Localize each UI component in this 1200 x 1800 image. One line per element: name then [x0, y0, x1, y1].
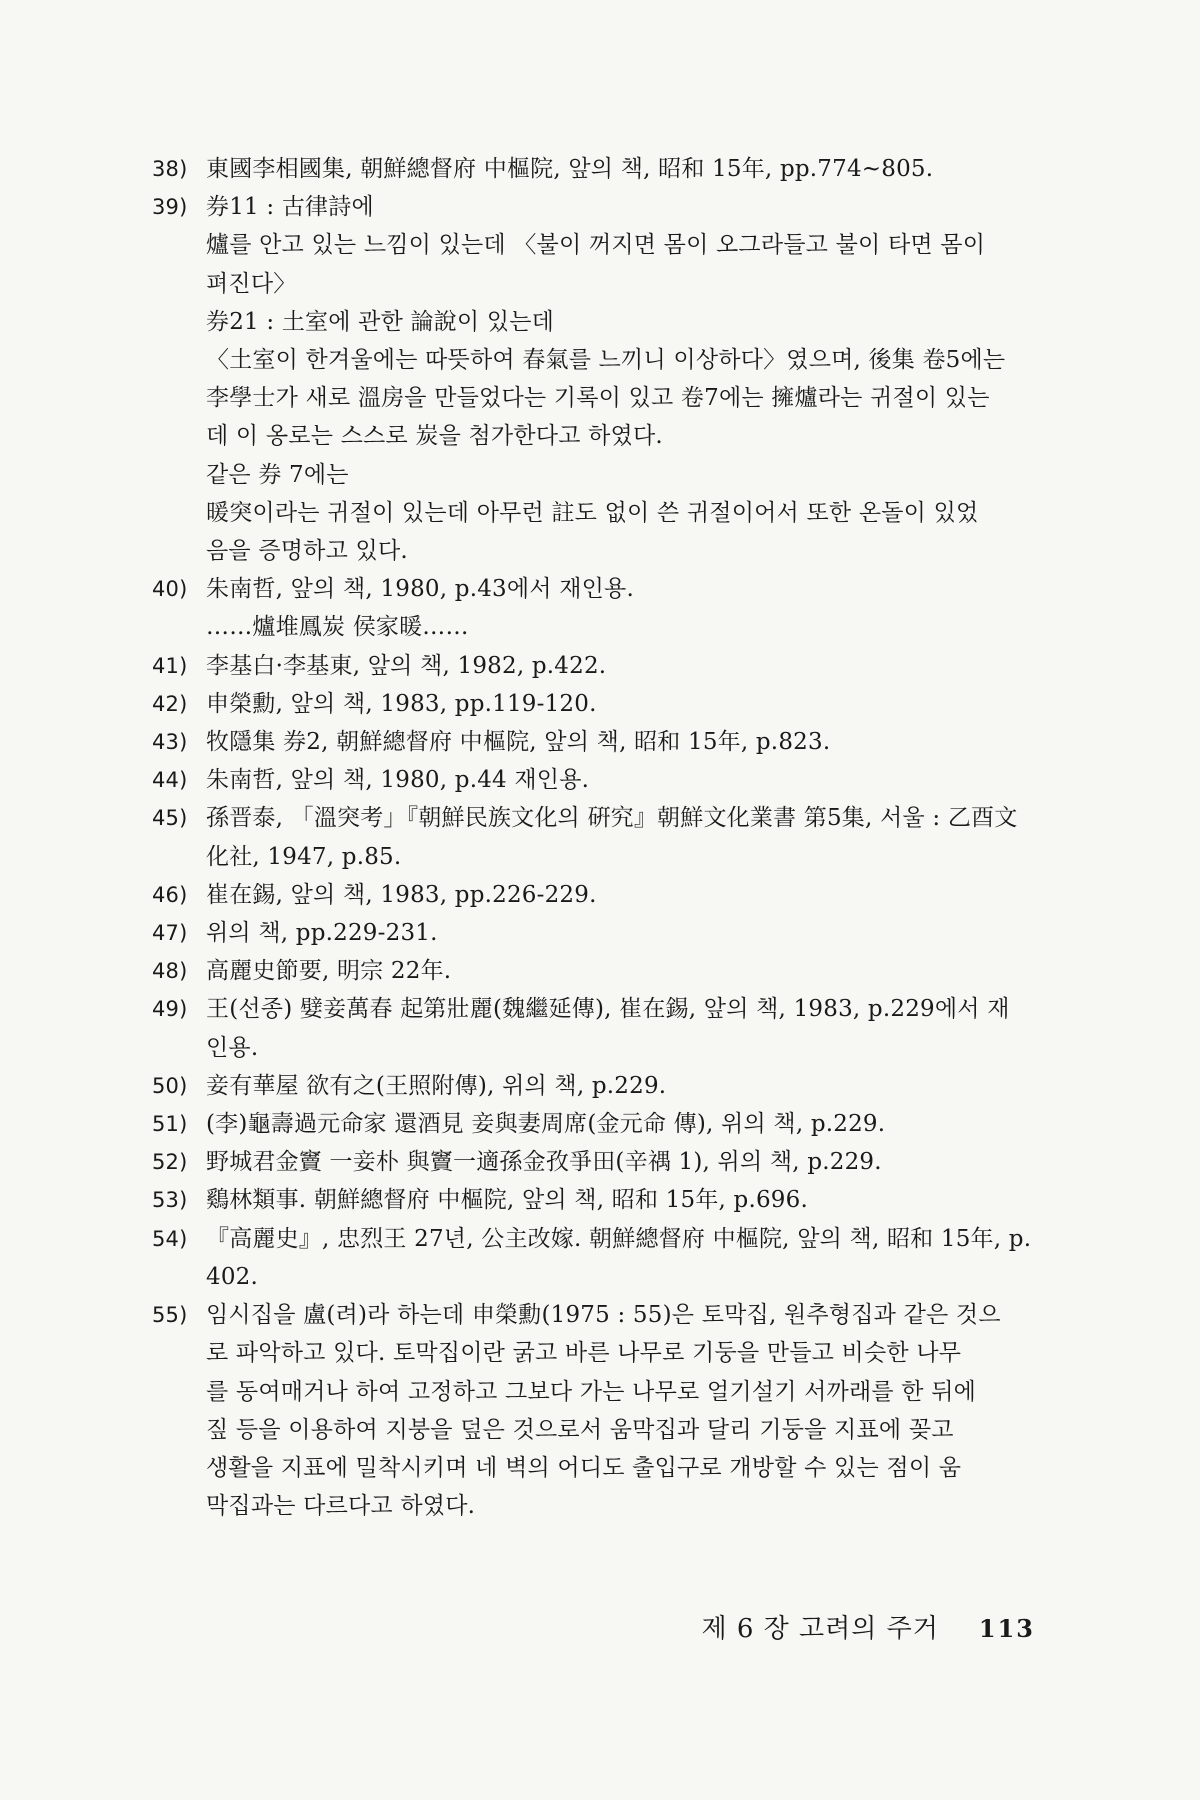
- endnote-text: [196, 914, 1034, 952]
- endnote-text: [196, 570, 1034, 646]
- endnote-text: [196, 1296, 1034, 1525]
- endnote-item: [152, 150, 1034, 188]
- endnote-number: 55): [152, 1303, 188, 1328]
- endnote-line: 鷄林類事. 朝鮮總督府 中樞院, 앞의 책, 昭和 15年, p.696.: [206, 1187, 808, 1214]
- endnote-item: [152, 188, 1034, 570]
- endnote-line: 爐를 안고 있는 느낌이 있는데 〈불이 꺼지면 몸이 오그라들고 불이 타면 몸이: [206, 232, 986, 259]
- endnote-number: 45): [152, 806, 188, 831]
- endnote-item: [152, 952, 1034, 990]
- endnote-text: [196, 685, 1034, 723]
- endnote-line: 高麗史節要, 明宗 22年.: [206, 958, 452, 985]
- endnote-line: 野城君金竇 一妾朴 與竇一適孫金孜爭田(辛禑 1), 위의 책, p.229.: [206, 1149, 882, 1176]
- endnote-item: [152, 723, 1034, 761]
- endnote-number: 46): [152, 882, 188, 907]
- endnote-line: 券11 : 古律詩에: [206, 194, 374, 221]
- endnote-line: 막집과는 다르다고 하였다.: [206, 1493, 476, 1520]
- endnote-text: [196, 876, 1034, 914]
- page-footer: [701, 1608, 1035, 1645]
- endnote-number: 39): [152, 195, 188, 220]
- endnote-line: 생활을 지표에 밀착시키며 네 벽의 어디도 출입구로 개방할 수 있는 점이 움: [206, 1454, 962, 1481]
- endnote-item: [152, 685, 1034, 723]
- endnote-line: 孫晋泰, 「溫突考」『朝鮮民族文化의 硏究』朝鮮文化業書 第5集, 서울 : 乙酉文: [206, 805, 1018, 832]
- page-number: 113: [978, 1614, 1035, 1643]
- endnote-line: 化社, 1947, p.85.: [206, 843, 402, 870]
- endnote-line: 인용.: [206, 1034, 259, 1061]
- endnote-number: 51): [152, 1112, 188, 1137]
- endnote-number: 41): [152, 653, 188, 678]
- endnote-text: [196, 188, 1034, 570]
- endnote-item: [152, 647, 1034, 685]
- endnote-item: [152, 1143, 1034, 1181]
- endnote-line: 데 이 옹로는 스스로 炭을 첨가한다고 하였다.: [206, 423, 663, 450]
- endnote-number: 52): [152, 1150, 188, 1175]
- endnote-line: 를 동여매거나 하여 고정하고 그보다 가는 나무로 얼기설기 서까래를 한 뒤에: [206, 1378, 977, 1405]
- endnote-number: 38): [152, 157, 188, 181]
- endnote-line: 펴진다〉: [206, 270, 297, 297]
- endnote-line: 『高麗史』, 忠烈王 27년, 公主改嫁. 朝鮮總督府 中樞院, 앞의 책, 昭和 15年, p.: [206, 1225, 1032, 1252]
- endnote-text: [196, 723, 1034, 761]
- endnote-number: 53): [152, 1188, 188, 1213]
- endnote-number: 48): [152, 959, 188, 984]
- endnote-line: 음을 증명하고 있다.: [206, 538, 408, 565]
- endnote-item: [152, 799, 1034, 875]
- endnote-text: [196, 1105, 1034, 1143]
- endnote-line: 위의 책, pp.229-231.: [206, 920, 438, 947]
- endnote-number: 43): [152, 730, 188, 755]
- endnote-number: 54): [152, 1226, 188, 1251]
- endnote-line: 牧隱集 券2, 朝鮮總督府 中樞院, 앞의 책, 昭和 15年, p.823.: [206, 729, 831, 756]
- endnote-item: [152, 990, 1034, 1066]
- endnote-text: [196, 150, 1034, 188]
- endnote-line: (李)龜壽過元命家 還酒見 妾與妻周席(金元命 傳), 위의 책, p.229.: [206, 1111, 886, 1138]
- endnote-item: [152, 1105, 1034, 1143]
- endnote-number: 40): [152, 577, 188, 602]
- endnote-line: 妾有華屋 欲有之(王照附傳), 위의 책, p.229.: [206, 1072, 667, 1099]
- endnote-text: [196, 990, 1034, 1066]
- endnote-line: 暖突이라는 귀절이 있는데 아무런 註도 없이 쓴 귀절이어서 또한 온돌이 있었: [206, 499, 979, 526]
- endnote-line: 李基白·李基東, 앞의 책, 1982, p.422.: [206, 652, 607, 679]
- endnote-line: 짚 등을 이용하여 지붕을 덮은 것으로서 움막집과 달리 기둥을 지표에 꽂고: [206, 1416, 954, 1443]
- endnote-line: 〈土室이 한겨울에는 따뜻하여 春氣를 느끼니 이상하다〉였으며, 後集 卷5에는: [206, 347, 1006, 374]
- endnote-text: [196, 1181, 1034, 1219]
- endnote-text: [196, 799, 1034, 875]
- endnote-item: [152, 1067, 1034, 1105]
- endnote-line: 임시집을 盧(려)라 하는데 申榮勳(1975 : 55)은 토막집, 원추형집과 같은 것으: [206, 1302, 1001, 1329]
- endnote-line: 券21 : 土室에 관한 論說이 있는데: [206, 308, 555, 335]
- endnote-item: [152, 914, 1034, 952]
- endnote-line: 로 파악하고 있다. 토막집이란 굵고 바른 나무로 기둥을 만들고 비슷한 나무: [206, 1340, 962, 1367]
- endnotes-list: [152, 150, 1034, 1525]
- endnote-line: 朱南哲, 앞의 책, 1980, p.43에서 재인용.: [206, 576, 634, 603]
- endnote-line: 같은 券 7에는: [206, 461, 349, 488]
- endnote-item: [152, 1220, 1034, 1296]
- endnote-line: 東國李相國集, 朝鮮總督府 中樞院, 앞의 책, 昭和 15年, pp.774~805.: [206, 156, 934, 182]
- endnote-line: 王(선종) 嬖妾萬春 起第壯麗(魏繼延傳), 崔在錫, 앞의 책, 1983, p.229에서 재: [206, 996, 1010, 1023]
- endnote-item: [152, 1181, 1034, 1219]
- endnote-text: [196, 1067, 1034, 1105]
- endnote-number: 49): [152, 997, 188, 1022]
- endnote-text: [196, 647, 1034, 685]
- endnote-number: 42): [152, 691, 188, 716]
- endnote-text: [196, 1143, 1034, 1181]
- endnote-line: 李學士가 새로 溫房을 만들었다는 기록이 있고 卷7에는 擁爐라는 귀절이 있는: [206, 385, 990, 412]
- chapter-title: 제 6 장 고려의 주거: [701, 1614, 939, 1644]
- endnote-line: 朱南哲, 앞의 책, 1980, p.44 재인용.: [206, 767, 590, 794]
- endnote-text: [196, 1220, 1034, 1296]
- endnote-line: 402.: [206, 1263, 259, 1290]
- endnote-number: 44): [152, 768, 188, 793]
- endnote-line: 申榮勳, 앞의 책, 1983, pp.119-120.: [206, 690, 597, 717]
- endnote-item: [152, 761, 1034, 799]
- endnote-text: [196, 952, 1034, 990]
- endnote-number: 47): [152, 921, 188, 946]
- endnote-line: ……爐堆鳳炭 侯家暖……: [206, 614, 469, 641]
- endnote-line: 崔在錫, 앞의 책, 1983, pp.226-229.: [206, 881, 597, 908]
- endnote-item: [152, 876, 1034, 914]
- endnote-number: 50): [152, 1073, 188, 1098]
- endnote-text: [196, 761, 1034, 799]
- endnote-item: [152, 1296, 1034, 1525]
- endnote-item: [152, 570, 1034, 646]
